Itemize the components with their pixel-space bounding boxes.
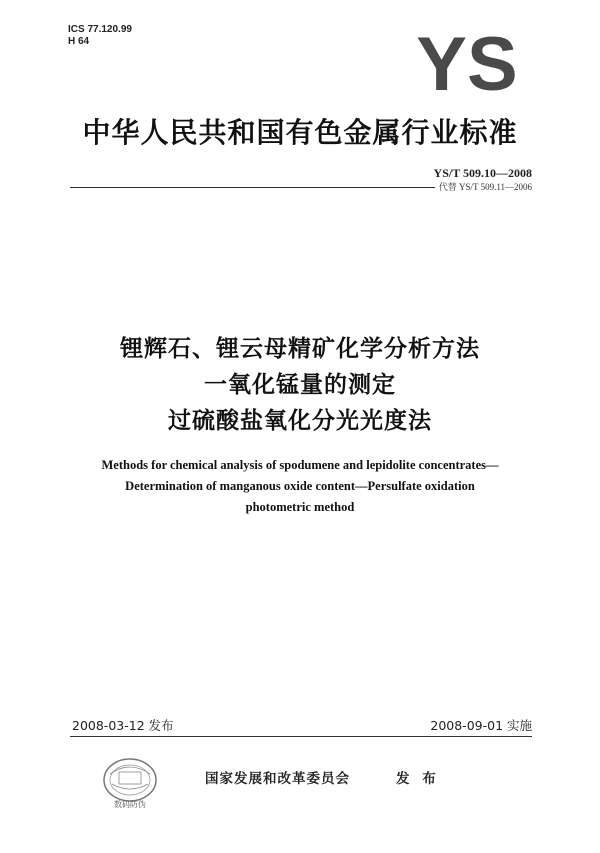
title-en-line-3: photometric method (245, 500, 355, 514)
issuing-authority: 国家发展和改革委员会 (205, 771, 350, 787)
replaces-standard: 代替 YS/T 509.11—2006 (435, 180, 532, 193)
publish-date: 2008-03-12 发布 (72, 718, 174, 733)
issue-label: 发 布 (396, 771, 440, 787)
ics-code: ICS 77.120.99 (68, 24, 132, 35)
chinese-classification-code: H 64 (68, 36, 90, 47)
title-en-line-1: Methods for chemical analysis of spodumene and lepidolite concentrates— (101, 458, 499, 472)
implementation-date: 2008-09-01 实施 (430, 718, 532, 733)
title-zh-line-1: 锂辉石、锂云母精矿化学分析方法 (120, 336, 480, 362)
anti-counterfeit-seal-icon (100, 754, 160, 810)
title-en-line-2: Determination of manganous oxide content—Persulfate oxidation (125, 479, 475, 493)
seal-label: 数码防伪 (114, 800, 146, 809)
ys-logo (404, 32, 530, 96)
title-zh-line-3: 过硫酸盐氧化分光光度法 (168, 408, 432, 434)
standard-organization: 中华人民共和国有色金属行业标准 (82, 116, 518, 149)
footer-divider (70, 736, 532, 737)
title-zh-line-2: 一氧化锰量的测定 (204, 372, 396, 398)
ys-logo-text: YS (416, 32, 518, 96)
standard-number: YS/T 509.10—2008 (433, 166, 532, 180)
